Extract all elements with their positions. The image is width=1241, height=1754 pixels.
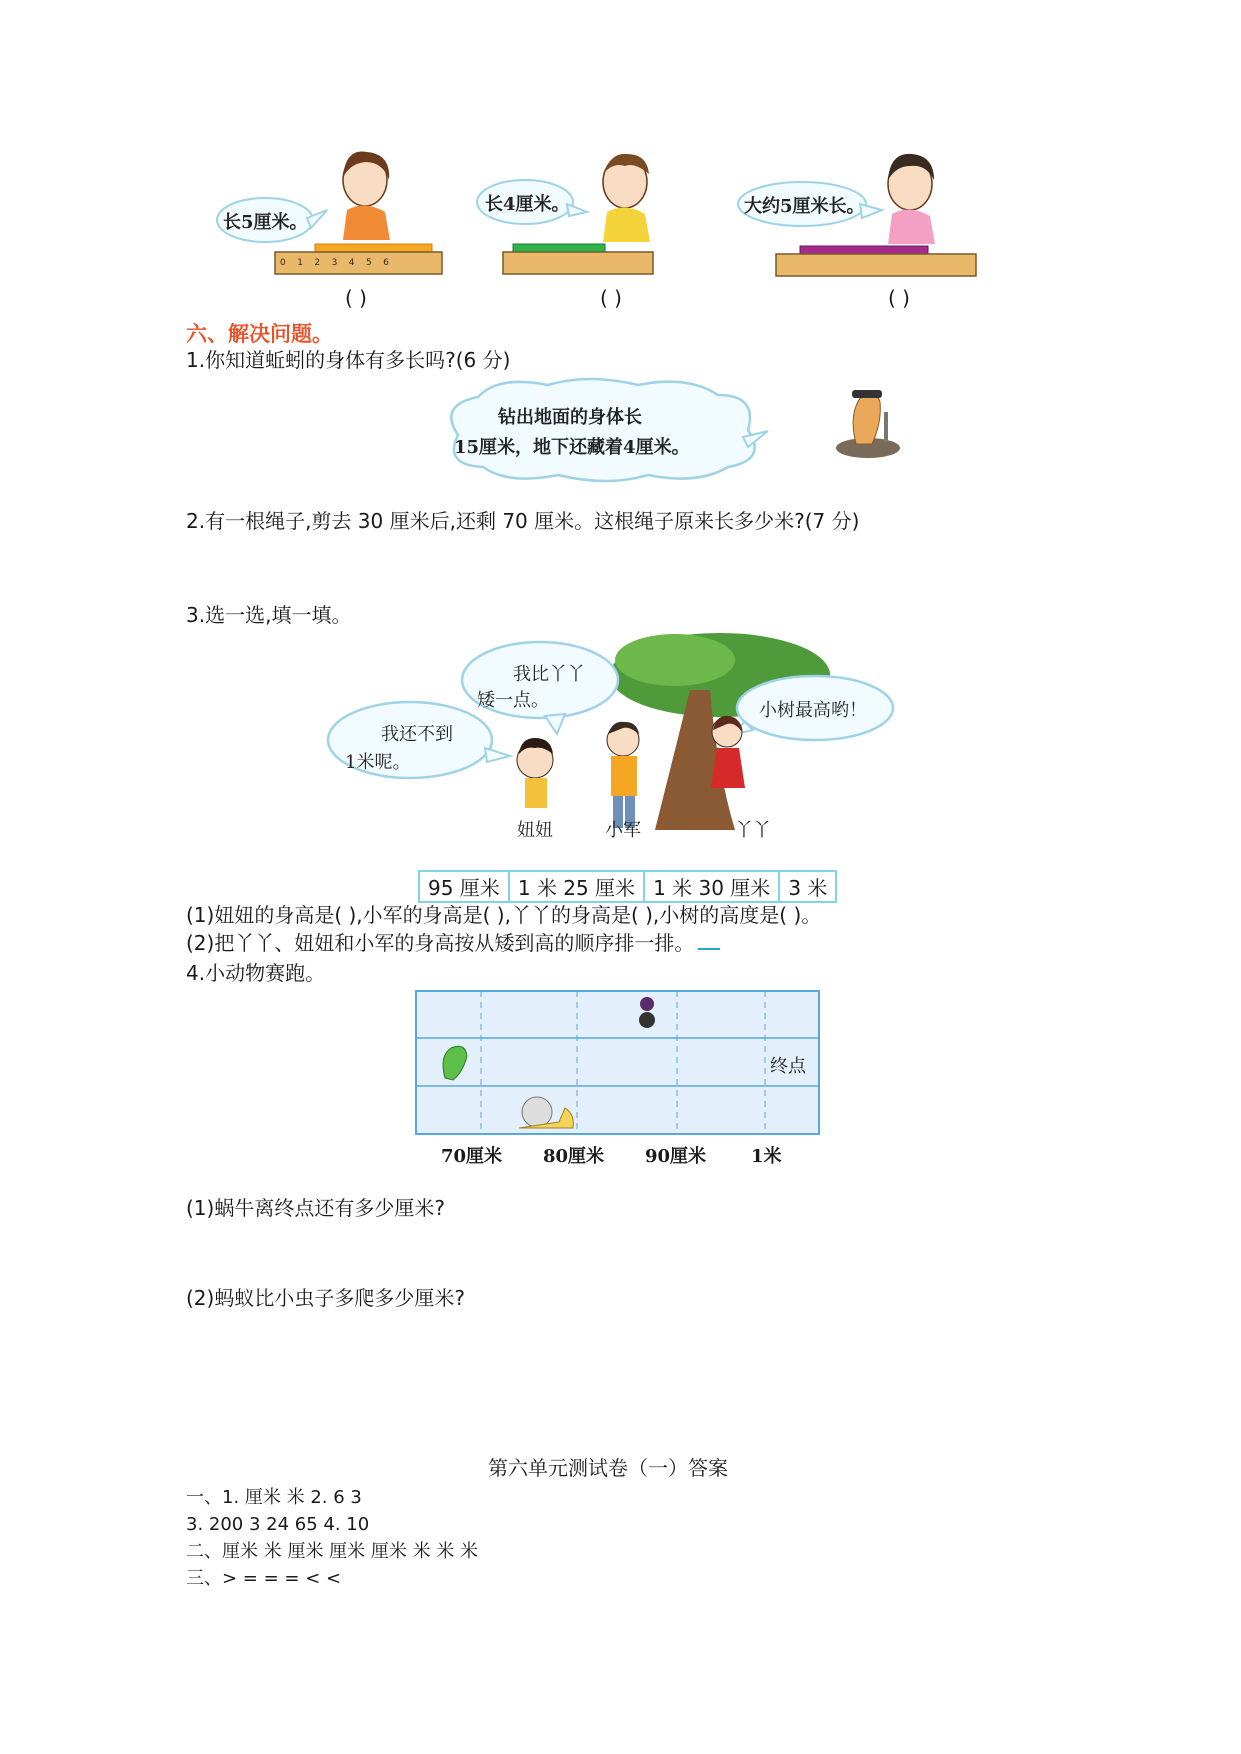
finish-label: 终点 [770,1056,806,1077]
answer-blank[interactable] [698,948,720,950]
bubble-line: 我还不到 [381,724,453,745]
question-3-part-2 [186,930,720,956]
ruler-bubble-text: 长4厘米。 [485,194,570,215]
question-2: 2.有一根绳子,剪去 30 厘米后,还剩 70 厘米。这根绳子原来长多少米?(7 分) [186,509,860,533]
answers-line: 三、> = = = < < [186,1568,342,1589]
character-name: 丫丫 [735,820,771,841]
bubble-line: 15厘米，地下还藏着4厘米。 [454,437,690,458]
answers-line: 一、1. 厘米 米 2. 6 3 [186,1487,362,1508]
character-name: 妞妞 [517,820,553,841]
answers-line: 二、厘米 米 厘米 厘米 厘米 米 米 米 [186,1541,479,1562]
option-cell: 1 米 30 厘米 [644,871,779,902]
distance-label: 1米 [751,1146,782,1167]
earthworm-illustration [832,382,902,462]
bubble-line: 小树最高哟！ [759,700,867,721]
answer-paren[interactable]: ( ) [600,286,622,310]
distance-label: 90厘米 [645,1146,707,1167]
bubble-line: 1米呢。 [345,752,411,773]
ruler-bubble-text: 长5厘米。 [223,212,308,233]
distance-label: 80厘米 [543,1146,605,1167]
race-track-grid [415,990,820,1135]
ruler-figure-3 [730,140,1020,290]
answer-paren[interactable]: ( ) [888,286,910,310]
race-track [415,990,820,1170]
answers-line: 3. 200 3 24 65 4. 10 [186,1514,370,1535]
distance-label: 70厘米 [441,1146,503,1167]
answer-paren[interactable]: ( ) [345,286,367,310]
question-3: 3.选一选,填一填。 [186,603,352,627]
earthworm-bubble [438,375,818,485]
bubble-line: 矮一点。 [477,690,549,711]
height-options-table [418,870,837,903]
ruler-tick-labels: 0 1 2 3 4 5 6 [280,258,389,268]
option-cell: 95 厘米 [419,871,509,902]
question-3-part-2-text: (2)把丫丫、妞妞和小军的身高按从矮到高的顺序排一排。 [186,931,695,955]
bubble-line: 我比丫丫 [513,664,585,685]
question-3-part-1: (1)妞妞的身高是( ),小军的身高是( ),丫丫的身高是( ),小树的高度是( )。 [186,903,822,927]
cloud-bubble-shape [438,375,818,485]
question-4: 4.小动物赛跑。 [186,961,326,985]
bubble-line: 钻出地面的身体长 [498,407,642,428]
question-4-part-1: (1)蜗牛离终点还有多少厘米? [186,1196,445,1220]
ruler-bubble-text: 大约5厘米长。 [744,196,865,217]
option-cell: 1 米 25 厘米 [509,871,644,902]
ruler-figure-2 [475,140,705,290]
height-scene [325,630,925,845]
character-name: 小军 [605,820,641,841]
answers-title: 第六单元测试卷（一）答案 [488,1456,728,1480]
question-4-part-2: (2)蚂蚁比小虫子多爬多少厘米? [186,1286,465,1310]
section-title: 六、解决问题。 [186,322,333,346]
question-1: 1.你知道蚯蚓的身体有多长吗?(6 分) [186,348,511,372]
option-cell: 3 米 [779,871,836,902]
